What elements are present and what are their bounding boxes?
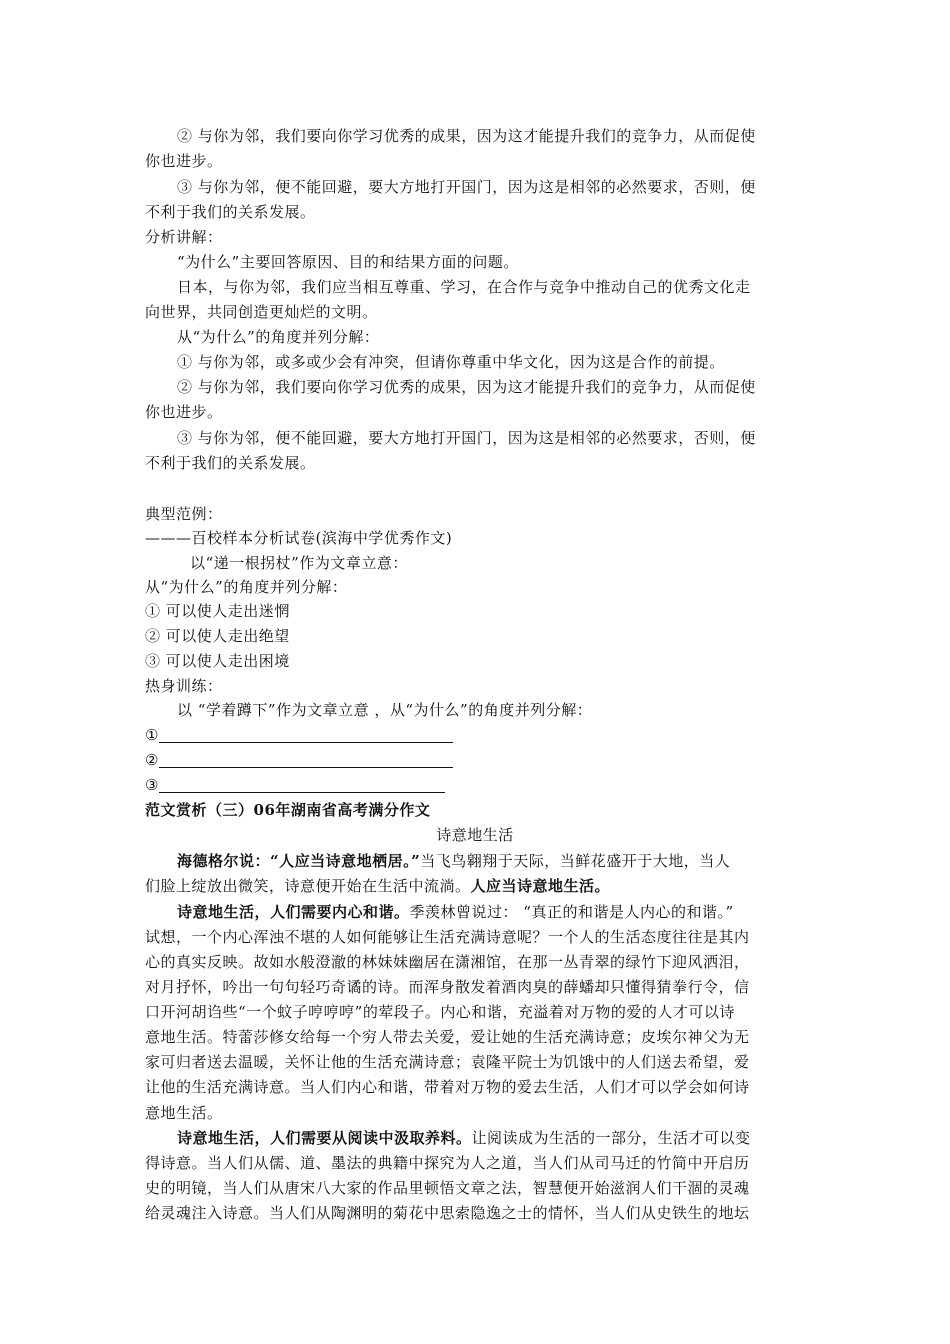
list-item: ③ 与你为邻，便不能回避，要大方地打开国门，因为这是相邻的必然要求，否则，便 [177,429,756,447]
answer-blank-row [145,723,453,747]
blank-label: ③ [145,776,159,794]
paragraph-line: “为什么”主要回答原因、目的和结果方面的问题。 [177,253,519,271]
text-span: 们脸上绽放出微笑，诗意便开始在生活中流淌。 [145,877,471,895]
bold-quote: “人应当诗意地栖居。” [270,852,421,870]
paragraph-line [177,900,734,924]
text-span: 让阅读成为生活的一部分，生活才可以变 [471,1129,751,1147]
bold-text: 人应当诗意地生活。 [470,877,611,895]
paragraph-line: 得诗意。当人们从儒、道、墨法的典籍中探究为人之道，当人们从司马迁的竹简中开启历 [145,1154,750,1172]
section-heading: 典型范例： [145,505,223,523]
paragraph-line: 意地生活。特蕾莎修女给每一个穷人带去关爱，爱让她的生活充满诗意；皮埃尔神父为无 [145,1028,750,1046]
source-line: ———百校样本分析试卷(滨海中学优秀作文) [145,529,453,547]
answer-blank-row [145,773,445,797]
answer-blank[interactable] [159,751,453,768]
paragraph-line [177,849,730,873]
section-heading: 热身训练： [145,677,223,695]
topic-line: 以“递一根拐杖”作为文章立意： [190,554,408,572]
paragraph-line: 不利于我们的关系发展。 [145,203,316,221]
paragraph-line: 给灵魂注入诗意。当人们从陶渊明的菊花中思索隐逸之士的情怀，当人们从史铁生的地坛 [145,1204,750,1222]
paragraph-line [177,1126,751,1150]
paragraph-line: 向世界，共同创造更灿烂的文明。 [145,303,378,321]
paragraph-line: 让他的生活充满诗意。当人们内心和谐，带着对万物的爱去生活，人们才可以学会如何诗 [145,1078,750,1096]
paragraph-line: 不利于我们的关系发展。 [145,454,316,472]
paragraph-line: 心的真实反映。故如水般澄澈的林妹妹幽居在潇湘馆，在那一丛青翠的绿竹下迎风洒泪， [145,953,750,971]
list-item: ② 可以使人走出绝望 [145,627,290,645]
bold-text: 诗意地生活，人们需要内心和谐。 [177,903,410,921]
list-item: ① 与你为邻，或多或少会有冲突，但请你尊重中华文化，因为这是合作的前提。 [177,353,725,371]
answer-blank[interactable] [159,726,453,743]
paragraph-line [145,874,610,898]
paragraph-line: 日本，与你为邻，我们应当相互尊重、学习，在合作与竞争中推动自己的优秀文化走 [177,278,751,296]
paragraph-line: 你也进步。 [145,403,223,421]
blank-label: ② [145,751,159,769]
list-item: ③ 可以使人走出困境 [145,652,290,670]
paragraph-line: 家可归者送去温暖，关怀让他的生活充满诗意；袁隆平院士为饥饿中的人们送去希望，爱 [145,1053,750,1071]
paragraph-line: 对月抒怀，吟出一句句轻巧奇谲的诗。而浑身散发着酒肉臭的薛蟠却只懂得猜拳行令，信 [145,978,750,996]
blank-label: ① [145,726,159,744]
section-heading: 分析讲解： [145,228,223,246]
paragraph-line: 你也进步。 [145,152,223,170]
bold-text: 海德格尔说： [177,852,271,870]
paragraph-line: 从“为什么”的角度并列分解： [177,328,380,346]
paragraph-line: 从“为什么”的角度并列分解： [145,578,348,596]
section-heading: 范文赏析（三）06年湖南省高考满分作文 [145,801,431,819]
paragraph-line: ③ 与你为邻，便不能回避，要大方地打开国门，因为这是相邻的必然要求，否则，便 [177,178,756,196]
paragraph-line: ② 与你为邻，我们要向你学习优秀的成果，因为这才能提升我们的竞争力，从而促使 [177,127,756,145]
text-span: 当飞鸟翱翔于天际，当鲜花盛开于大地，当人 [420,852,731,870]
list-item: ① 可以使人走出迷惘 [145,602,290,620]
paragraph-line: 口开河胡诌些“一个蚊子哼哼哼”的荤段子。内心和谐，充溢着对万物的爱的人才可以诗 [145,1003,735,1021]
list-item: ② 与你为邻，我们要向你学习优秀的成果，因为这才能提升我们的竞争力，从而促使 [177,378,756,396]
paragraph-line: 史的明镜，当人们从唐宋八大家的作品里顿悟文章之法，智慧便开始滋润人们干涸的灵魂 [145,1179,750,1197]
paragraph-line: 试想，一个内心浑浊不堪的人如何能够让生活充满诗意呢？一个人的生活态度往往是其内 [145,928,750,946]
paragraph-line: 意地生活。 [145,1104,223,1122]
answer-blank-row [145,748,453,772]
essay-title: 诗意地生活 [436,826,514,844]
text-span: 季羡林曾说过： “真正的和谐是人内心的和谐。” [409,903,734,921]
answer-blank[interactable] [159,776,445,793]
bold-text: 诗意地生活，人们需要从阅读中汲取养料。 [177,1129,472,1147]
paragraph-line: 以 “学着蹲下”作为文章立意 ，从“为什么”的角度并列分解： [177,701,593,719]
